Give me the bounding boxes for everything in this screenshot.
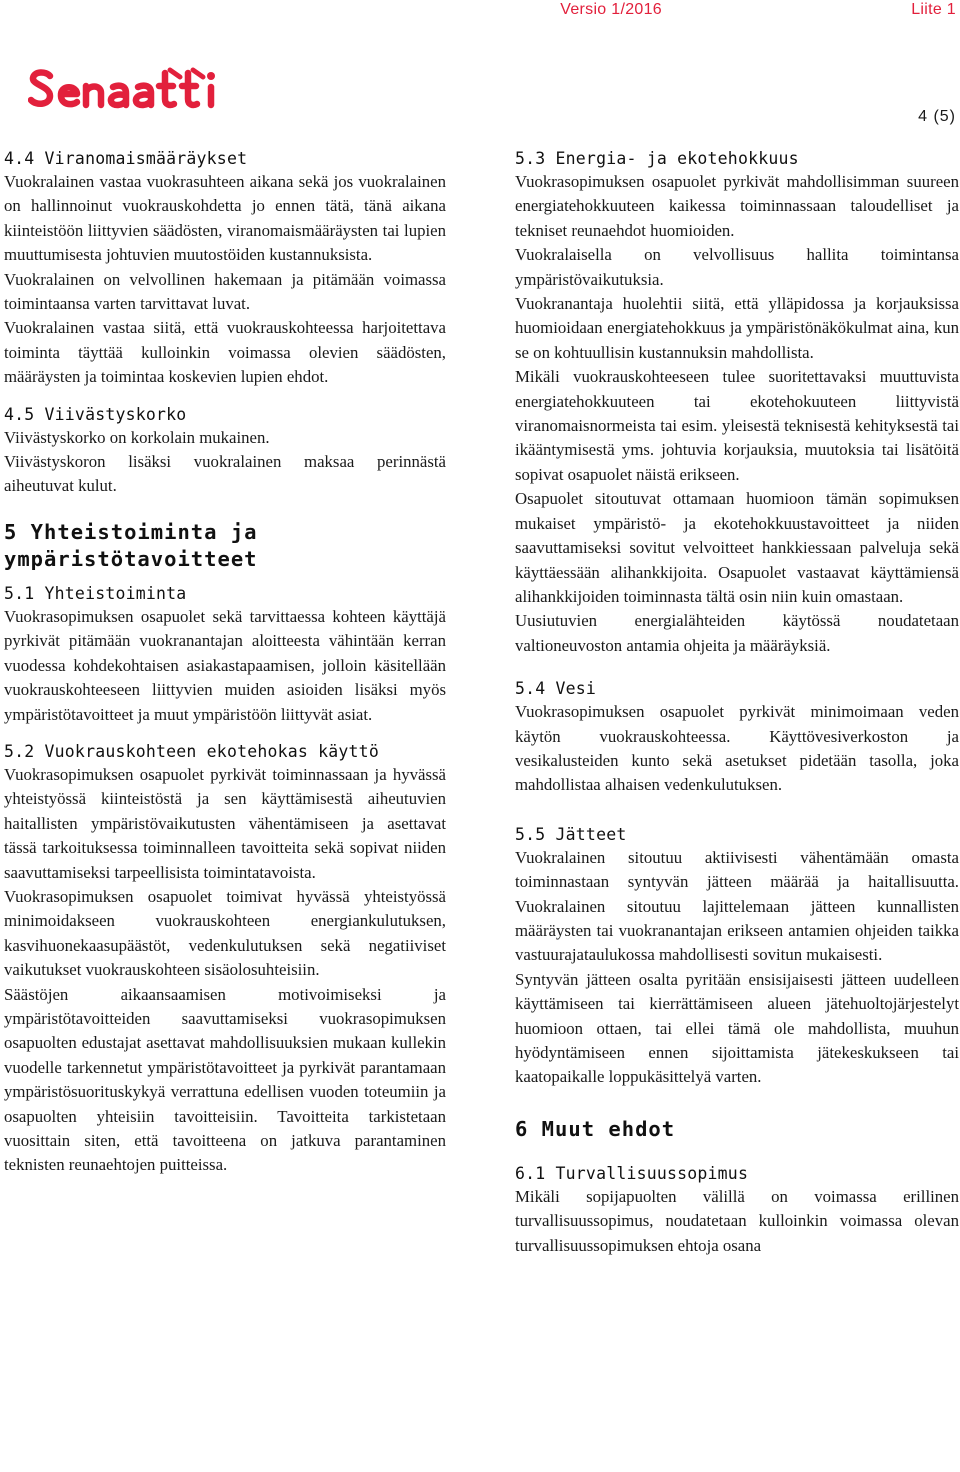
- section-5-2-paragraph-1: Vuokrasopimuksen osapuolet pyrkivät toiminnassaan ja hyvässä yhteistyössä kiinteistöstä ja sen käyttämisestä aiheutuvien haitallisten ympäristövaikutusten vähentämiseen ja asettavat tässä tarkoituksessa toiminnalleen tavoitteita sekä sopivat niiden saavuttamiseksi tarpeellisista toimintatavoista.: [4, 764, 446, 882]
- section-5-5-title: 5.5 Jätteet: [515, 824, 627, 844]
- section-5-1-title: 5.1 Yhteistoiminta: [4, 583, 187, 603]
- section-4-5-title: 4.5 Viivästyskorko: [4, 404, 187, 424]
- right-column: [515, 148, 959, 1258]
- section-5-3-paragraph-2: Vuokralaisella on velvollisuus hallita toimintansa ympäristövaikutuksia.: [515, 245, 959, 289]
- version-label: Versio 1/2016: [560, 1, 662, 18]
- left-column: [4, 148, 446, 1178]
- section-5-5-paragraph-2: Syntyvän jätteen osalta pyritään ensisijaisesti jätteen uudelleen käyttämiseen tai kierrättämiseen alueen jätehuoltojärjestelyt huomioon ottaen, tai ellei tämä ole mahdollista, muuhun hyödyntämiseen ennen sijoittamista jätekeskukseen tai kaatopaikalle loppukäsittelyä varten.: [515, 969, 959, 1087]
- senaatti-logo: [28, 67, 233, 117]
- section-5-5-paragraph-1: Vuokralainen sitoutuu aktiivisesti vähentämään omasta toiminnastaan syntyvän jätteen määrää ja haitallisuutta. Vuokralainen sitoutuu lajittelemaan jätteen kunnallisten määräysten tai vuokranantajan erikseen antamien ohjeiden taikka vastuurajataulukossa mahdollisesti sovitun mukaisesti.: [515, 847, 959, 965]
- page-number: 4 (5): [918, 108, 956, 125]
- section-5-3-paragraph-5: Osapuolet sitoutuvat ottamaan huomioon tämän sopimuksen mukaiset ympäristö- ja ekotehokkuustavoitteet ja niiden saavuttamiseksi sovitut velvoitteet hankkiessaan palveluja sekä käyttäessään alihankkijoita. Osapuolet vastaavat käyttämiensä alihankkijoiden toiminnasta tältä osin niin kuin omastaan.: [515, 489, 959, 606]
- section-6-1-title: 6.1 Turvallisuussopimus: [515, 1163, 749, 1183]
- section-4-5-paragraph-2: Viivästyskoron lisäksi vuokralainen maksaa perinnästä aiheutuvat kulut.: [4, 452, 446, 496]
- section-5-3-title: 5.3 Energia- ja ekotehokkuus: [515, 149, 799, 168]
- section-5-4-title: 5.4 Vesi: [515, 679, 597, 699]
- section-4-4-title: 4.4 Viranomaismääräykset: [4, 149, 248, 168]
- section-6-1-paragraph-1: Mikäli sopijapuolten välillä on voimassa erillinen turvallisuussopimus, noudatetaan kulloinkin voimassa olevan turvallisuussopimuksen ehtoja osana: [515, 1186, 959, 1255]
- section-6-title: 6 Muut ehdot: [515, 1116, 676, 1141]
- section-5-3-paragraph-6: Uusiutuvien energialähteiden käytössä noudatetaan valtioneuvoston antamia ohjeita ja määräyksiä.: [515, 611, 959, 655]
- section-5-4-paragraph-1: Vuokrasopimuksen osapuolet pyrkivät minimoimaan veden käytön vuokrauskohteessa. Käyttövesiverkoston ja vesikalusteiden kunto sekä asetukset pidetään tasolla, joka mahdollistaa alhaisen vedenkulutuksen.: [515, 702, 959, 795]
- section-5-1-paragraph-1: Vuokrasopimuksen osapuolet sekä tarvittaessa kohteen käyttäjä pyrkivät pitämään vuokranantajan aloitteesta vähintään kerran vuodessa kohdekohtaisen asiakastapaamisen, jolloin käsitellään vuokrauskohteeseen liittyvien muiden asioiden lisäksi myös ympäristötavoitteet ja muut ympäristöön liittyvät asiat.: [4, 606, 446, 724]
- section-5-3-paragraph-4: Mikäli vuokrauskohteeseen tulee suoritettavaksi muuttuvista energiatehokkuuteen tai ekotehokuuteen liittyvistä viranomaisnormeista tai esim. yleisestä teknisestä kehityksestä tai ikääntymisestä yms. johtuvia korjauksia, muutoksia tai lisätöitä sopivat osapuolet näistä erikseen.: [515, 367, 959, 484]
- section-5-title: 5 Yhteistoiminta ja ympäristötavoitteet: [4, 519, 258, 571]
- section-5-2-paragraph-2: Vuokrasopimuksen osapuolet toimivat hyvässä yhteistyössä minimoidakseen vuokrauskohteen energiankulutuksen, kasvihuonekaasupäästöt, vedenkulutuksen sekä negatiiviset vaikutukset vuokrauskohteen sisäolosuhteisiin.: [4, 886, 446, 980]
- senaatti-logo-mark: [28, 67, 233, 112]
- section-4-4-paragraph-2: Vuokralainen on velvollinen hakemaan ja pitämään voimassa toimintaansa varten tarvittavat luvat.: [4, 269, 446, 314]
- section-5-2-title: 5.2 Vuokrauskohteen ekotehokas käyttö: [4, 741, 379, 761]
- section-5-2-paragraph-3: Säästöjen aikaansaamisen motivoimiseksi ja ympäristötavoitteiden saavuttamiseksi vuokrasopimuksen osapuolten edustajat asettavat mahdollisuuksien mukaan kullekin vuodelle tarkennetut ympäristötavoitteet ja pyrkivät parantamaan ympäristösuorituskykyä verrattuna edellisen vuoden toteumiin ja osapuolten yhteisiin tavoitteisiin. Tavoitteita tarkistetaan vuosittain siten, että tavoitteena on jatkuva parantaminen teknisten reunaehtojen puitteissa.: [4, 984, 446, 1175]
- attachment-label: Liite 1: [911, 1, 956, 18]
- section-4-4-paragraph-1: Vuokralainen vastaa vuokrasuhteen aikana sekä jos vuokralainen on hallinnoinut vuokrauskohdetta jo ennen tätä, tänä aikana kiinteistöön liittyvien säädösten, viranomaismääräysten tai lupien muuttumisesta johtuvien muutostöiden kustannuksista.: [4, 172, 446, 265]
- section-5-3-paragraph-3: Vuokranantaja huolehtii siitä, että ylläpidossa ja korjauksissa huomioidaan energiatehokkuus ja ympäristönäkökulmat aina, kun se on kohtuullisin kustannuksin mahdollista.: [515, 294, 959, 362]
- section-4-4-paragraph-3: Vuokralainen vastaa siitä, että vuokrauskohteessa harjoitettava toiminta täyttää kulloinkin voimassa olevien säädösten, määräysten ja toimintaa koskevien lupien ehdot.: [4, 318, 446, 387]
- section-4-5-paragraph-1: Viivästyskorko on korkolain mukainen.: [4, 427, 270, 447]
- section-5-3-paragraph-1: Vuokrasopimuksen osapuolet pyrkivät mahdollisimman suureen energiatehokkuuteen kaikessa toiminnassaan taloudelliset ja tekniset reunaehdot huomioiden.: [515, 172, 959, 240]
